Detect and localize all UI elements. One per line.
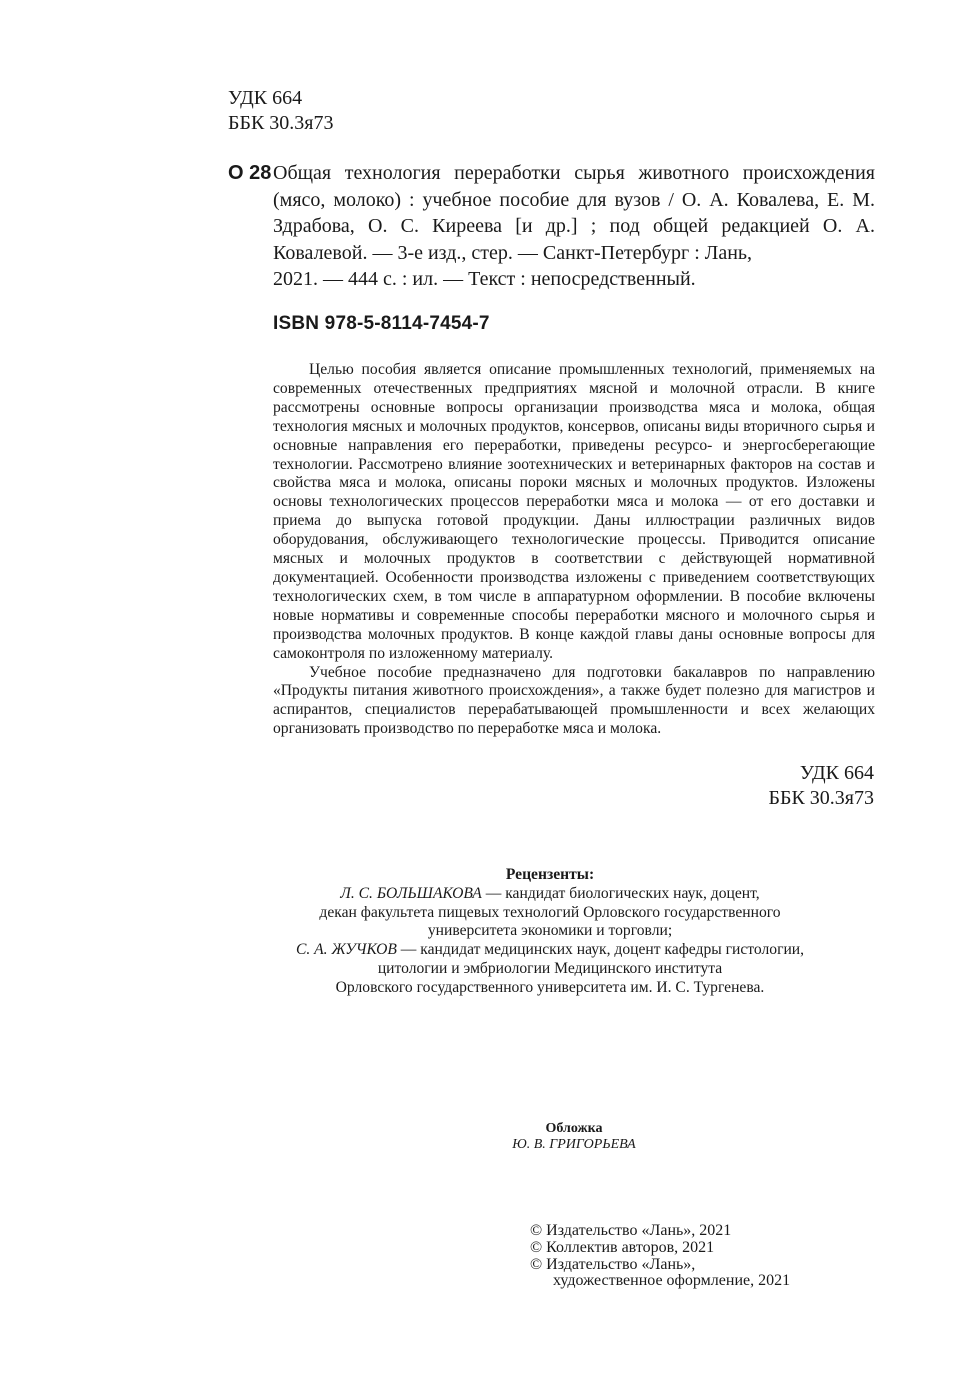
udk-code-right: УДК 664: [799, 762, 874, 784]
reviewer-2-name: С. А. ЖУЧКОВ: [295, 941, 397, 959]
author-mark: О 28: [228, 162, 272, 184]
copyright-line-2: © Коллектив авторов, 2021: [530, 1238, 715, 1256]
reviewer-2-line-1: С. А. ЖУЧКОВ — кандидат медицинских наук, доцент кафедры гистологии,: [295, 941, 805, 959]
reviewers-heading: Рецензенты:: [505, 866, 595, 883]
cover-designer: Ю. В. ГРИГОРЬЕВА: [512, 1137, 636, 1152]
biblio-main: Общая технология переработки сырья животного происхождения (мясо, молоко) : учебное пособие для вузов / О. А. Ковалева, Е. М. Здрабова, О. С. Киреева [и др.] ; под общей редакцией О. А. Ковалевой. — 3-е изд., стер. — Санкт-Петербург : Лань,: [273, 162, 875, 264]
udk-block-top: [228, 86, 334, 136]
cover-credit: [474, 1121, 674, 1153]
copyright-line-3: © Издательство «Лань»,: [530, 1255, 696, 1273]
bbk-code-right: ББК 30.3я73: [768, 787, 874, 809]
cover-label: Обложка: [545, 1121, 603, 1136]
abstract: [273, 361, 875, 739]
bibliographic-record: [273, 160, 875, 293]
biblio-tail: 2021. — 444 с. : ил. — Текст : непосредственный.: [273, 268, 696, 290]
reviewer-1-line-2: декан факультета пищевых технологий Орловского государственного: [319, 903, 781, 921]
abstract-paragraph-2: Учебное пособие предназначено для подготовки бакалавров по направлению «Продукты питания животного происхождения», а также будет полезно для магистров и аспирантов, специалистов перерабатывающей промышленности и всех желающих организовать производство по переработке мяса и молока.: [273, 663, 875, 738]
copyright-block: [530, 1223, 790, 1290]
reviewer-1-line-3: университета экономики и торговли;: [427, 922, 673, 940]
copyright-line-1: © Издательство «Лань», 2021: [530, 1222, 732, 1239]
abstract-paragraph-1: Целью пособия является описание промышленных технологий, применяемых на современных отечественных предприятиях мясной и молочной отрасли. В книге рассмотрены основные вопросы организации производства мяса и молока, общая технология мясных и молочных продуктов, консервов, описаны виды вторичного сырья и основные направления его переработки, приведены ресурсо- и энергосберегающие технологии. Рассмотрено влияние зоотехнических и ветеринарных факторов на состав и свойства мяса и молока, описаны пороки мясных и молочных продуктов. Изложены основы технологических процессов переработки мяса и молока — от его доставки и приема до выпуска готовой продукции. Даны иллюстрации различных видов оборудования, обслуживающего технологические процессы. Приводится описание мясных и молочных продуктов в соответствии с действующей нормативной документацией. Особенности производства изложены с приведением соответствующих технологических схем, в том числе в аппаратурном оформлении. В пособие включены новые нормативы и современные способы переработки мясного и молочного сырья и производства молочных продуктов. В конце каждой главы даны основные вопросы для самоконтроля по изложенному материалу.: [273, 361, 875, 662]
udk-block-right: [768, 761, 874, 811]
reviewer-1-line-1: Л. С. БОЛЬШАКОВА — кандидат биологических наук, доцент,: [340, 884, 760, 902]
udk-code: УДК 664: [228, 87, 303, 109]
isbn: ISBN 978-5-8114-7454-7: [273, 313, 490, 334]
reviewer-2-line-3: Орловского государственного университета им. И. С. Тургенева.: [335, 978, 765, 996]
bbk-code: ББК 30.3я73: [228, 112, 334, 134]
reviewers: [250, 866, 850, 998]
reviewer-2-line-2: цитологии и эмбриологии Медицинского института: [377, 959, 723, 977]
copyright-line-4: художественное оформление, 2021: [553, 1272, 791, 1290]
reviewer-1-name: Л. С. БОЛЬШАКОВА: [340, 884, 482, 902]
